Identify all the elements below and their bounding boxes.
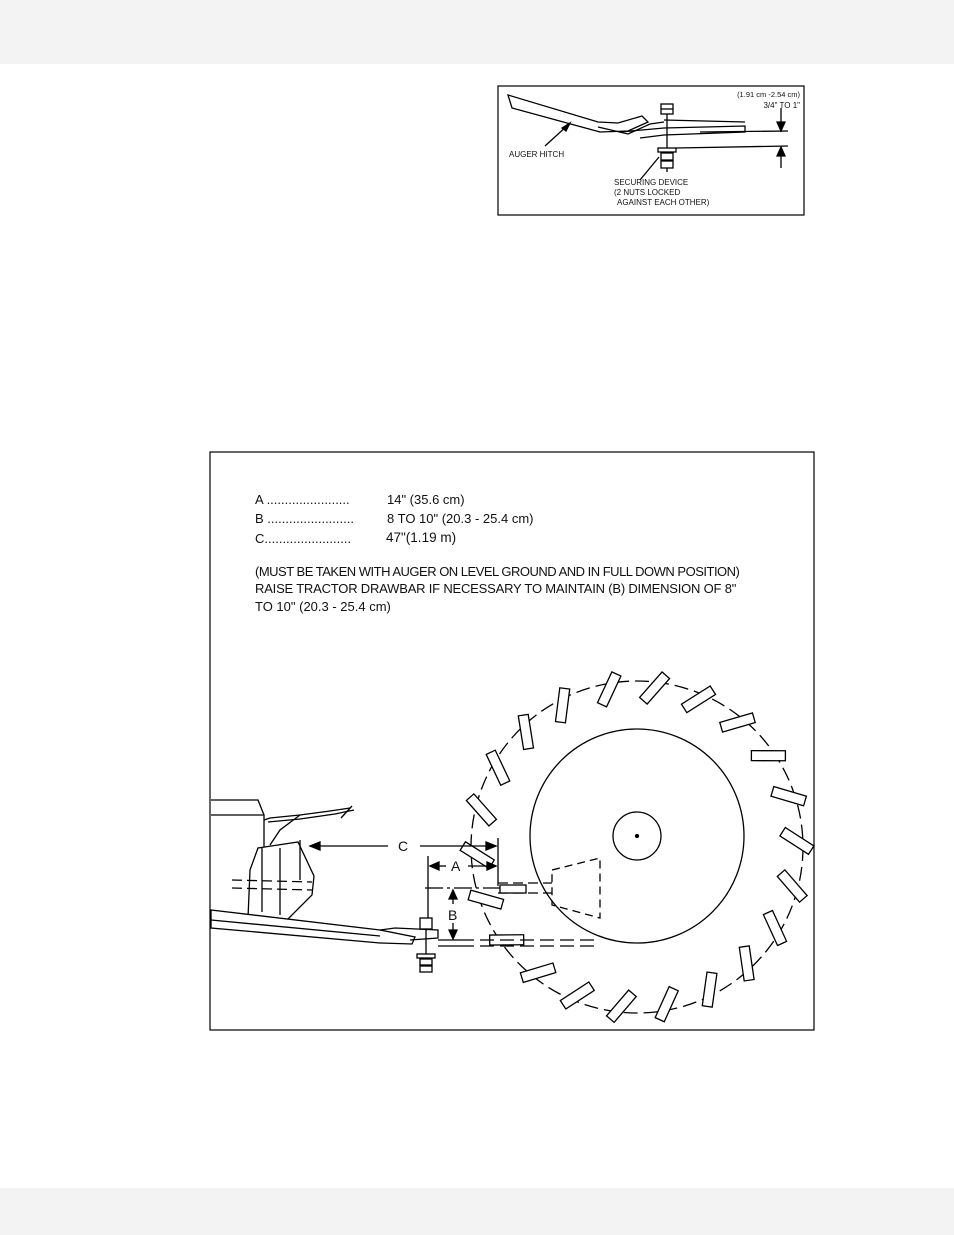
- note-line-1: (MUST BE TAKEN WITH AUGER ON LEVEL GROUND AND IN FULL DOWN POSITION): [255, 564, 740, 579]
- dim-b-label: B ........................: [255, 511, 354, 526]
- dim-b-value: 8 TO 10" (20.3 - 25.4 cm): [387, 511, 534, 526]
- dimension-figure: [210, 452, 814, 1030]
- securing-device-line-2: (2 NUTS LOCKED: [614, 188, 681, 197]
- note-line-3: TO 10" (20.3 - 25.4 cm): [255, 599, 391, 614]
- callout-a: A: [451, 858, 461, 874]
- dim-a-value: 14" (35.6 cm): [387, 492, 465, 507]
- tread-lug: [751, 751, 785, 761]
- dim-a-label: A .......................: [255, 492, 350, 507]
- securing-device-line-3: AGAINST EACH OTHER): [617, 198, 710, 207]
- callout-b: B: [448, 907, 458, 923]
- note-line-2: RAISE TRACTOR DRAWBAR IF NECESSARY TO MAINTAIN (B) DIMENSION OF 8": [255, 581, 737, 596]
- auger-hitch-label: AUGER HITCH: [509, 150, 565, 159]
- hitch-imperial-label: 3/4" TO 1": [763, 101, 800, 110]
- hitch-metric-label: (1.91 cm -2.54 cm): [737, 90, 800, 99]
- hitch-detail-figure: [498, 86, 804, 215]
- callout-c: C: [398, 838, 409, 854]
- dim-c-value: 47"(1.19 m): [386, 530, 457, 545]
- dim-c-label: C........................: [255, 531, 352, 546]
- securing-device-line-1: SECURING DEVICE: [614, 178, 689, 187]
